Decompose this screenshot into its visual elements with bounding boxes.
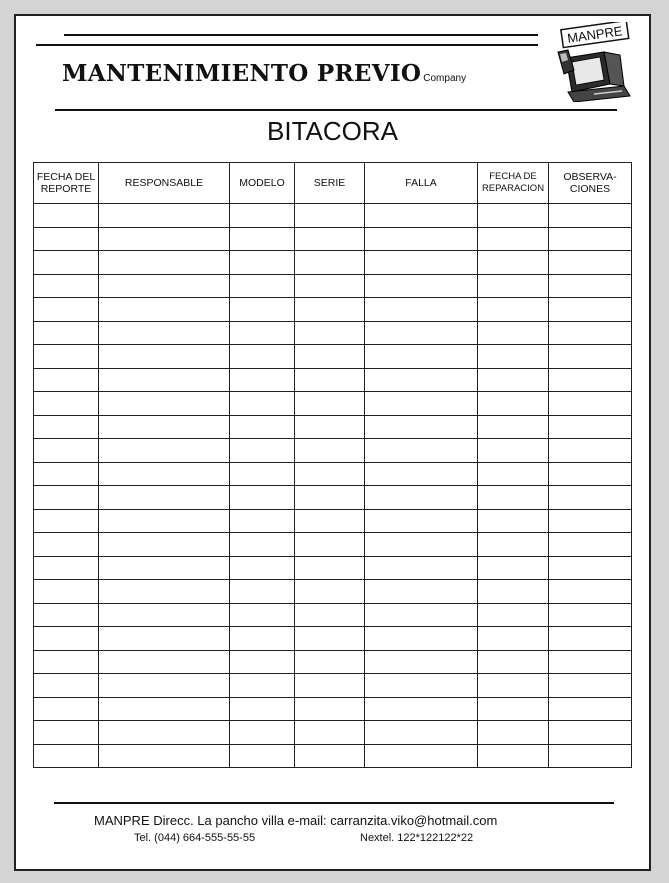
footer-rule [54, 802, 614, 804]
table-cell[interactable] [230, 274, 295, 298]
table-cell[interactable] [295, 204, 365, 228]
column-header-line: REPARACION [481, 183, 545, 194]
table-cell[interactable] [230, 580, 295, 604]
table-cell[interactable] [295, 509, 365, 533]
table-cell[interactable] [478, 721, 549, 745]
header-rule-right [55, 109, 617, 111]
column-header [295, 163, 365, 204]
table-cell[interactable] [549, 650, 632, 674]
table-cell[interactable] [549, 580, 632, 604]
table-cell[interactable] [365, 274, 478, 298]
table-cell[interactable] [295, 321, 365, 345]
table-cell[interactable] [365, 345, 478, 369]
table-cell[interactable] [549, 462, 632, 486]
manpre-logo [538, 22, 638, 102]
table-cell[interactable] [230, 251, 295, 275]
table-cell[interactable] [365, 674, 478, 698]
table-cell[interactable] [99, 533, 230, 557]
table-cell[interactable] [99, 204, 230, 228]
table-cell[interactable] [549, 274, 632, 298]
column-header [365, 163, 478, 204]
table-row [34, 509, 632, 533]
table-cell[interactable] [99, 368, 230, 392]
table-cell[interactable] [549, 627, 632, 651]
table-cell[interactable] [478, 204, 549, 228]
table-cell[interactable] [99, 439, 230, 463]
table-cell[interactable] [99, 486, 230, 510]
table-cell[interactable] [295, 298, 365, 322]
table-cell[interactable] [99, 580, 230, 604]
table-cell[interactable] [478, 603, 549, 627]
table-cell[interactable] [230, 674, 295, 698]
table-cell[interactable] [34, 603, 99, 627]
table-row [34, 697, 632, 721]
table-cell[interactable] [295, 580, 365, 604]
table-cell[interactable] [365, 298, 478, 322]
table-cell[interactable] [34, 392, 99, 416]
table-row [34, 744, 632, 768]
table-cell[interactable] [478, 345, 549, 369]
table-cell[interactable] [478, 627, 549, 651]
table-cell[interactable] [365, 603, 478, 627]
table-cell[interactable] [365, 744, 478, 768]
table-cell[interactable] [478, 368, 549, 392]
table-cell[interactable] [34, 486, 99, 510]
table-cell[interactable] [34, 533, 99, 557]
table-cell[interactable] [295, 274, 365, 298]
table-row [34, 298, 632, 322]
column-header [478, 163, 549, 204]
table-cell[interactable] [230, 603, 295, 627]
table-cell[interactable] [478, 439, 549, 463]
table-row [34, 580, 632, 604]
table-cell[interactable] [295, 486, 365, 510]
table-cell[interactable] [549, 486, 632, 510]
table-cell[interactable] [230, 345, 295, 369]
table-cell[interactable] [549, 298, 632, 322]
table-cell[interactable] [365, 227, 478, 251]
column-header-line: REPORTE [40, 183, 92, 195]
column-header [99, 163, 230, 204]
table-cell[interactable] [34, 650, 99, 674]
table-row [34, 204, 632, 228]
table-cell[interactable] [230, 486, 295, 510]
table-cell[interactable] [34, 627, 99, 651]
table-row [34, 674, 632, 698]
table-cell[interactable] [549, 509, 632, 533]
table-cell[interactable] [99, 744, 230, 768]
column-header [230, 163, 295, 204]
form-sheet [14, 14, 651, 871]
table-cell[interactable] [549, 439, 632, 463]
table-cell[interactable] [99, 650, 230, 674]
table-cell[interactable] [549, 227, 632, 251]
table-cell[interactable] [230, 227, 295, 251]
table-cell[interactable] [99, 298, 230, 322]
table-cell[interactable] [549, 674, 632, 698]
table-cell[interactable] [478, 556, 549, 580]
column-header-line: FALLA [405, 177, 437, 189]
column-header-line: OBSERVA- [563, 171, 617, 183]
footer-nextel: Nextel. 122*122122*22 [360, 832, 474, 844]
table-cell[interactable] [99, 462, 230, 486]
table-cell[interactable] [99, 345, 230, 369]
table-cell[interactable] [478, 674, 549, 698]
table-cell[interactable] [478, 227, 549, 251]
table-cell[interactable] [34, 556, 99, 580]
table-cell[interactable] [365, 368, 478, 392]
table-cell[interactable] [34, 415, 99, 439]
table-cell[interactable] [365, 462, 478, 486]
table-cell[interactable] [295, 533, 365, 557]
table-body [34, 204, 632, 768]
table-cell[interactable] [230, 697, 295, 721]
table-cell[interactable] [230, 721, 295, 745]
footer-address: MANPRE Direcc. La pancho villa e-mail: carranzita.viko@hotmail.com [94, 813, 498, 828]
table-row [34, 650, 632, 674]
footer-phone: Tel. (044) 664-555-55-55 [134, 832, 256, 844]
table-cell[interactable] [549, 721, 632, 745]
table-cell[interactable] [365, 392, 478, 416]
table-cell[interactable] [295, 392, 365, 416]
table-cell[interactable] [549, 345, 632, 369]
table-cell[interactable] [365, 321, 478, 345]
table-row [34, 251, 632, 275]
table-cell[interactable] [365, 721, 478, 745]
table-row [34, 274, 632, 298]
table-cell[interactable] [549, 556, 632, 580]
table-cell[interactable] [478, 650, 549, 674]
column-header-line: SERIE [313, 177, 346, 189]
table-row [34, 486, 632, 510]
table-cell[interactable] [99, 627, 230, 651]
table-cell[interactable] [549, 368, 632, 392]
table-cell[interactable] [230, 533, 295, 557]
table-cell[interactable] [478, 274, 549, 298]
table-cell[interactable] [295, 439, 365, 463]
column-header-line: MODELO [239, 177, 285, 189]
table-cell[interactable] [34, 580, 99, 604]
column-header-line: RESPONSABLE [124, 177, 204, 189]
computer-monitor-icon [558, 50, 630, 102]
company-name: MANTENIMIENTO PREVIO Company [62, 60, 467, 87]
table-cell[interactable] [230, 462, 295, 486]
table-cell[interactable] [34, 462, 99, 486]
table-cell[interactable] [230, 439, 295, 463]
table-cell[interactable] [478, 580, 549, 604]
table-row [34, 462, 632, 486]
table-cell[interactable] [365, 580, 478, 604]
column-header-line: CIONES [569, 183, 611, 195]
table-cell[interactable] [34, 439, 99, 463]
table-cell[interactable] [295, 697, 365, 721]
table-row [34, 227, 632, 251]
table-row [34, 556, 632, 580]
table-cell[interactable] [34, 227, 99, 251]
table-cell[interactable] [34, 509, 99, 533]
table-row [34, 321, 632, 345]
table-cell[interactable] [34, 744, 99, 768]
table-cell[interactable] [99, 251, 230, 275]
table-cell[interactable] [478, 462, 549, 486]
table-cell[interactable] [99, 415, 230, 439]
table-cell[interactable] [99, 556, 230, 580]
table-cell[interactable] [365, 439, 478, 463]
table-cell[interactable] [478, 415, 549, 439]
table-cell[interactable] [230, 298, 295, 322]
table-cell[interactable] [230, 650, 295, 674]
table-cell[interactable] [99, 721, 230, 745]
table-cell[interactable] [295, 368, 365, 392]
table-cell[interactable] [295, 415, 365, 439]
table-row [34, 603, 632, 627]
table-cell[interactable] [365, 509, 478, 533]
table-cell[interactable] [99, 674, 230, 698]
table-cell[interactable] [230, 204, 295, 228]
table-cell[interactable] [295, 627, 365, 651]
table-cell[interactable] [34, 274, 99, 298]
table-cell[interactable] [295, 603, 365, 627]
table-cell[interactable] [478, 298, 549, 322]
table-cell[interactable] [478, 533, 549, 557]
table-cell[interactable] [34, 298, 99, 322]
table-cell[interactable] [549, 251, 632, 275]
table-cell[interactable] [549, 697, 632, 721]
table-cell[interactable] [549, 603, 632, 627]
table-cell[interactable] [295, 721, 365, 745]
table-cell[interactable] [34, 345, 99, 369]
table-cell[interactable] [478, 744, 549, 768]
table-cell[interactable] [230, 744, 295, 768]
column-header-line: FECHA DE [489, 171, 537, 182]
table-cell[interactable] [99, 509, 230, 533]
table-cell[interactable] [365, 415, 478, 439]
table-cell[interactable] [295, 650, 365, 674]
table-cell[interactable] [34, 251, 99, 275]
table-cell[interactable] [549, 392, 632, 416]
table-cell[interactable] [99, 392, 230, 416]
logo-text: MANPRE [566, 23, 624, 46]
table-cell[interactable] [365, 204, 478, 228]
table-row [34, 392, 632, 416]
table-cell[interactable] [478, 509, 549, 533]
table-cell[interactable] [34, 321, 99, 345]
table-cell[interactable] [230, 509, 295, 533]
table-row [34, 439, 632, 463]
table-cell[interactable] [230, 368, 295, 392]
header-top-rule [64, 34, 538, 36]
table-cell[interactable] [295, 674, 365, 698]
table-cell[interactable] [549, 321, 632, 345]
table-cell[interactable] [478, 697, 549, 721]
table-cell[interactable] [365, 697, 478, 721]
table-cell[interactable] [295, 227, 365, 251]
table-cell[interactable] [230, 392, 295, 416]
document-title: BITACORA [267, 116, 398, 146]
table-cell[interactable] [34, 368, 99, 392]
table-cell[interactable] [478, 392, 549, 416]
log-table [33, 162, 632, 768]
table-cell[interactable] [34, 721, 99, 745]
table-cell[interactable] [295, 251, 365, 275]
table-cell[interactable] [478, 486, 549, 510]
table-cell[interactable] [295, 462, 365, 486]
table-cell[interactable] [365, 486, 478, 510]
table-cell[interactable] [230, 627, 295, 651]
table-cell[interactable] [34, 674, 99, 698]
table-cell[interactable] [295, 556, 365, 580]
table-cell[interactable] [365, 627, 478, 651]
table-row [34, 627, 632, 651]
table-cell[interactable] [549, 204, 632, 228]
table-row [34, 721, 632, 745]
table-cell[interactable] [549, 415, 632, 439]
table-cell[interactable] [478, 251, 549, 275]
company-suffix: Company [423, 73, 467, 84]
table-cell[interactable] [99, 274, 230, 298]
table-cell[interactable] [99, 321, 230, 345]
table-cell[interactable] [365, 650, 478, 674]
table-cell[interactable] [365, 556, 478, 580]
table-cell[interactable] [230, 321, 295, 345]
table-row [34, 345, 632, 369]
table-header-row [34, 163, 632, 204]
column-header [549, 163, 632, 204]
table-cell[interactable] [230, 415, 295, 439]
column-header-line: FECHA DEL [36, 171, 96, 183]
table-row [34, 368, 632, 392]
table-cell[interactable] [295, 744, 365, 768]
table-cell[interactable] [99, 603, 230, 627]
table-cell[interactable] [365, 533, 478, 557]
table-cell[interactable] [478, 321, 549, 345]
header-rule-left [36, 44, 538, 46]
table-cell[interactable] [34, 204, 99, 228]
table-cell[interactable] [549, 533, 632, 557]
table-cell[interactable] [230, 556, 295, 580]
table-cell[interactable] [99, 697, 230, 721]
table-row [34, 415, 632, 439]
table-cell[interactable] [99, 227, 230, 251]
table-cell[interactable] [365, 251, 478, 275]
table-row [34, 533, 632, 557]
table-cell[interactable] [549, 744, 632, 768]
column-header [34, 163, 99, 204]
table-cell[interactable] [34, 697, 99, 721]
table-cell[interactable] [295, 345, 365, 369]
